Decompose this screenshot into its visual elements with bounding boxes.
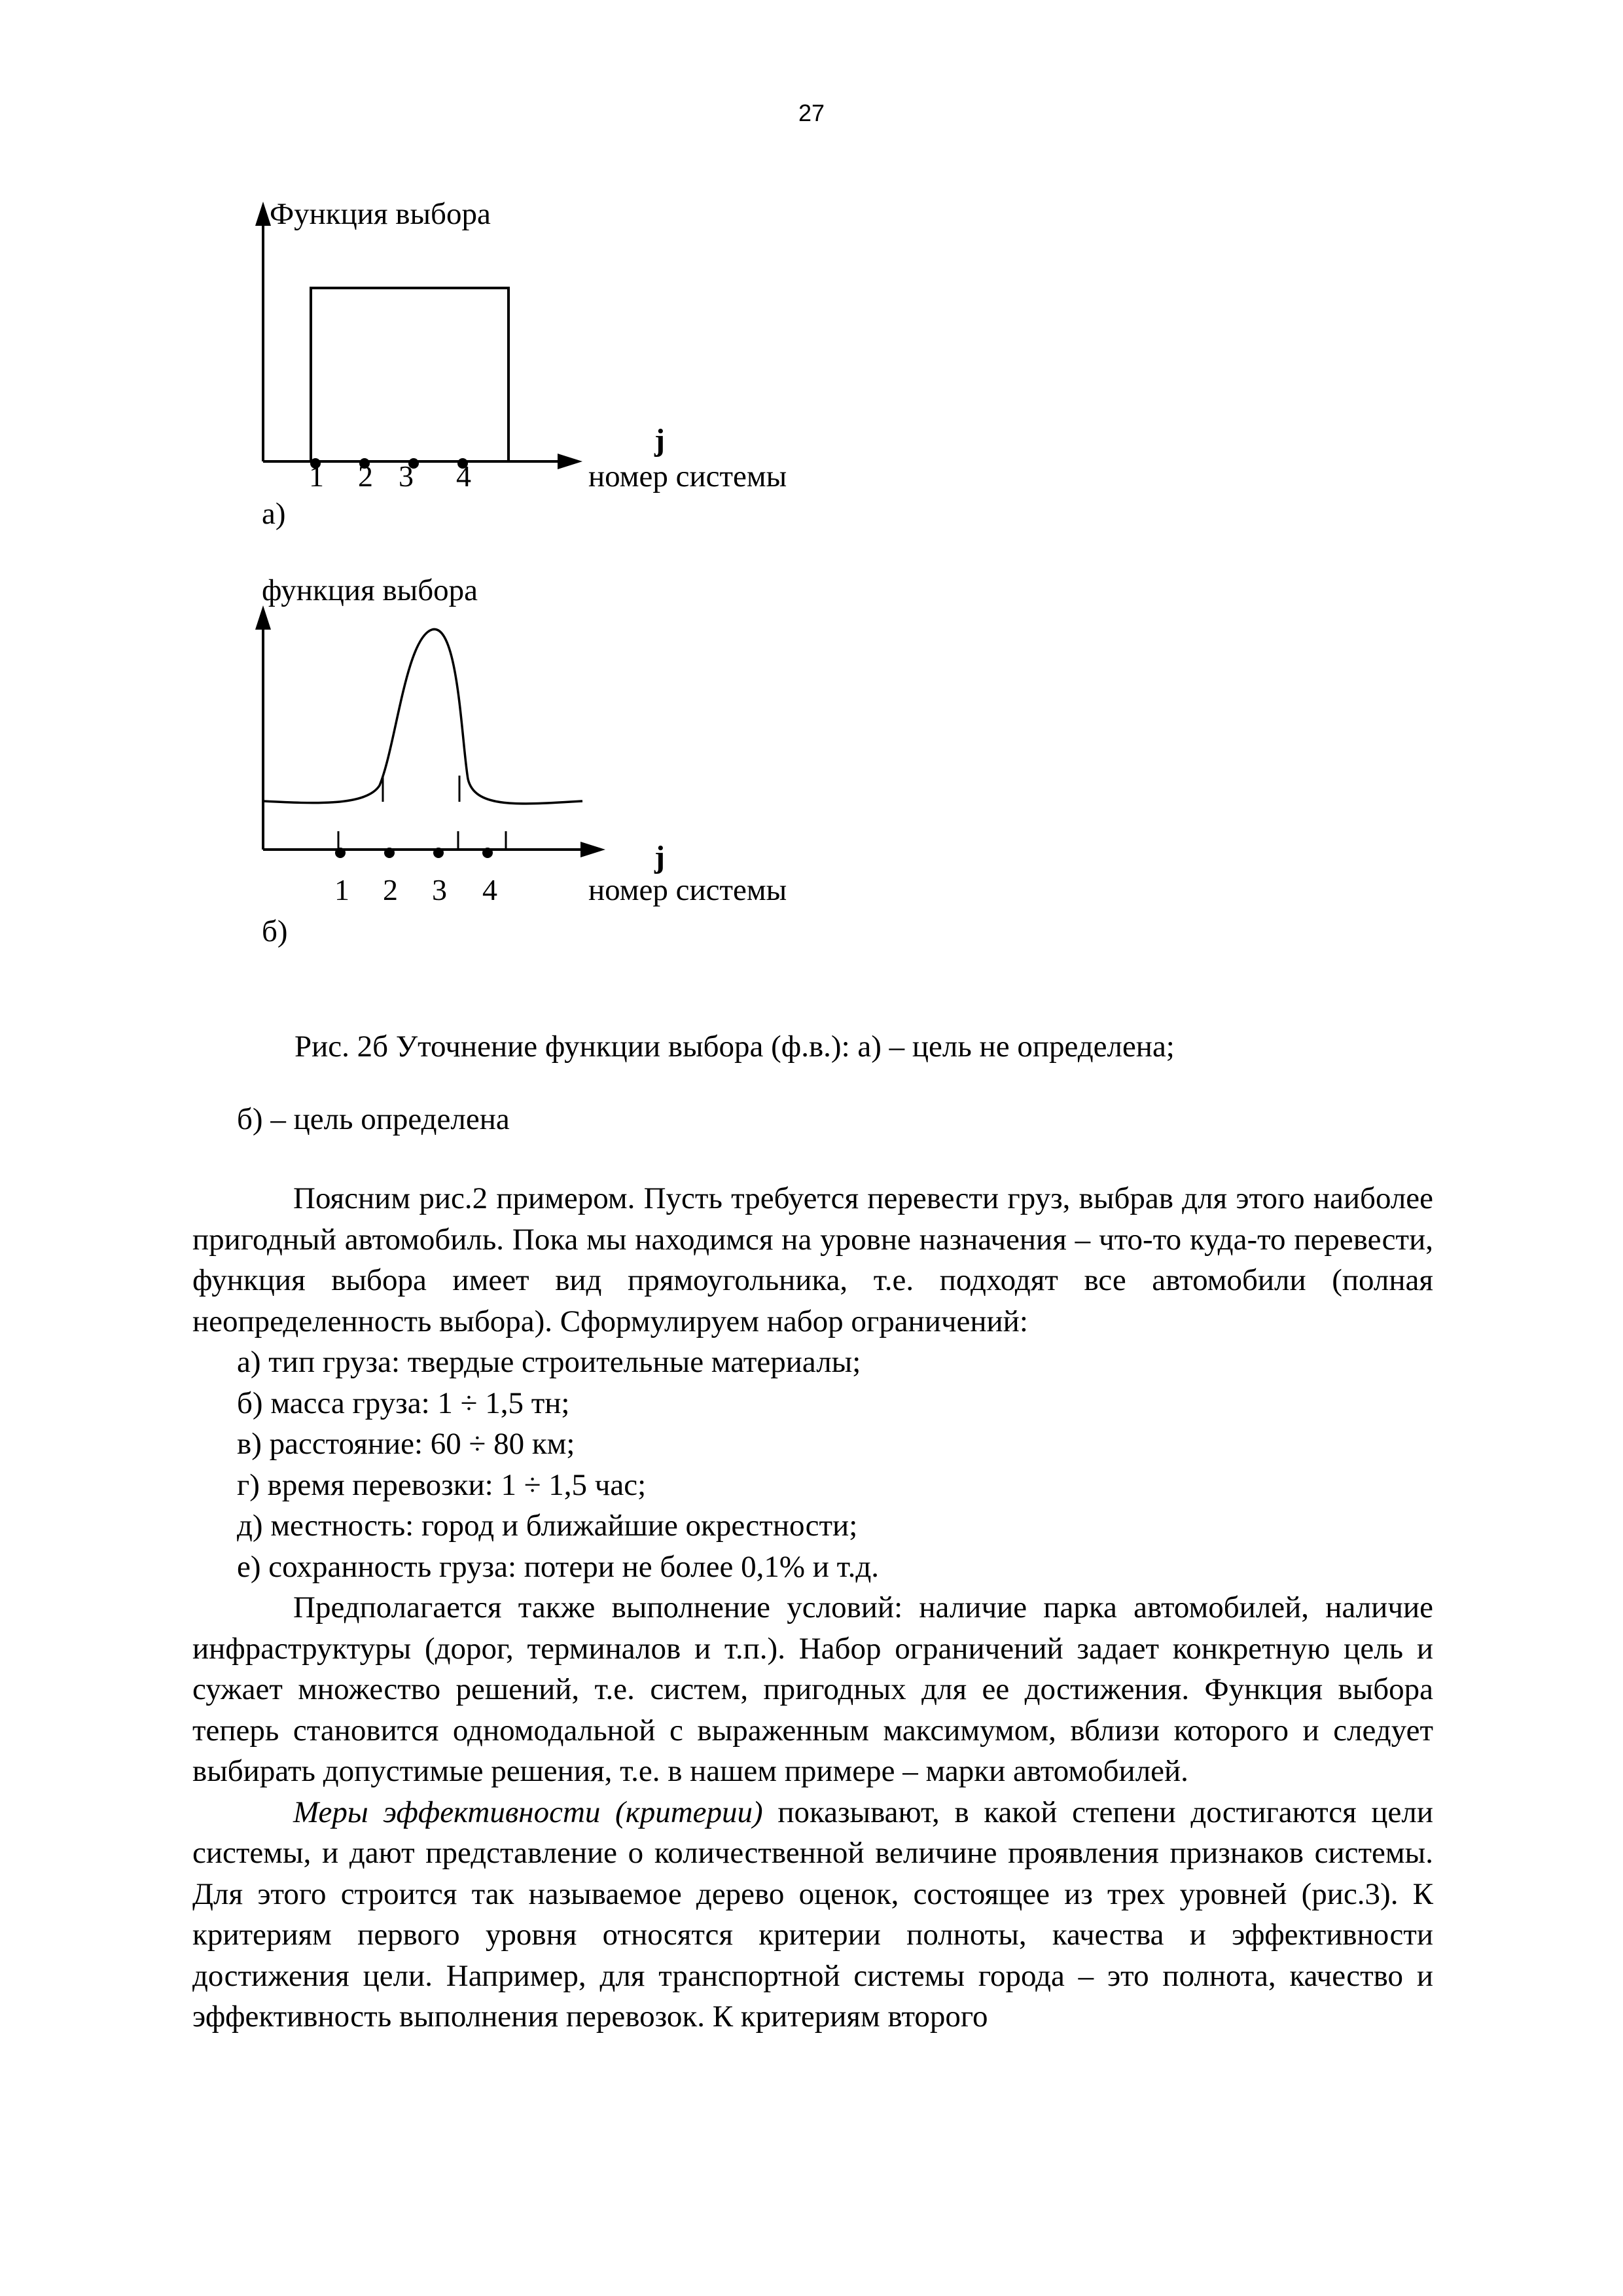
term-effectiveness-measures: Меры эффективности (критерии)	[293, 1795, 763, 1829]
fig-b-tick-2: 2	[383, 873, 398, 906]
figure-caption-line-2: б) – цель определена	[237, 1102, 510, 1136]
fig-b-x-arrow	[580, 842, 605, 857]
figure-caption-line-1: Рис. 2б Уточнение функции выбора (ф.в.): а) – цель не определена;	[294, 1030, 1175, 1064]
fig-b-y-label: функция выбора	[262, 573, 478, 607]
fig-b-tick-4: 4	[482, 873, 497, 906]
paragraph-conditions: Предполагается также выполнение условий: наличие парка автомобилей, наличие инфраструктуры (дорог, терминалов и т.п.). Набор ограничений задает конкретную цель и сужает множество решений, т.е. систем, пригодных для ее достижения. Функция выбора теперь становится одномодальной с выраженным максимумом, вблизи которого и следует выбирать допустимые решения, т.е. в нашем примере – марки автомобилей.	[192, 1590, 1433, 1788]
constraint-item-time: г) время перевозки: 1 ÷ 1,5 час;	[237, 1467, 647, 1502]
fig-b-x-label: номер системы	[588, 873, 787, 907]
fig-a-panel-label: а)	[262, 497, 286, 531]
fig-a-x-symbol: j	[654, 423, 665, 457]
fig-b-tick-3: 3	[432, 873, 447, 906]
constraint-item-safety: е) сохранность груза: потери не более 0,1% и т.д.	[237, 1549, 880, 1584]
body-text	[192, 1178, 1433, 2037]
fig-b-point-3	[433, 848, 444, 858]
fig-b-point-4	[482, 848, 493, 858]
constraint-item-distance: в) расстояние: 60 ÷ 80 км;	[237, 1427, 575, 1461]
fig-b-point-1	[335, 848, 346, 858]
constraint-item-cargo-type: а) тип груза: твердые строительные материалы;	[237, 1345, 861, 1379]
paragraph-example: Поясним рис.2 примером. Пусть требуется перевести груз, выбрав для этого наиболее пригодный автомобиль. Пока мы находимся на уровне назначения – что-то куда-то перевести, функция выбора имеет вид прямоугольника, т.е. подходят все автомобили (полная неопределенность выбора). Сформулируем набор ограничений:	[192, 1181, 1433, 1338]
fig-b-tick-1: 1	[334, 873, 349, 906]
fig-a-tick-1: 1	[309, 459, 324, 493]
constraint-item-cargo-mass: б) масса груза: 1 ÷ 1,5 тн;	[237, 1386, 570, 1420]
fig-a-y-label: Функция выбора	[270, 197, 491, 231]
fig-b-point-2	[384, 848, 395, 858]
fig-b-x-symbol: j	[654, 840, 665, 874]
fig-b-peak-curve	[263, 629, 582, 803]
page-number: 27	[798, 99, 825, 126]
fig-b-panel-label: б)	[262, 914, 288, 948]
fig-a-x-label: номер системы	[588, 459, 787, 493]
fig-b-y-arrow	[255, 605, 271, 630]
fig-a-tick-3: 3	[399, 459, 414, 493]
fig-a-tick-2: 2	[358, 459, 373, 493]
constraint-item-area: д) местность: город и ближайшие окрестности;	[237, 1509, 858, 1543]
fig-a-tick-4: 4	[456, 459, 471, 493]
figure-b	[0, 0, 1623, 982]
paragraph-criteria	[192, 1792, 1433, 2037]
paragraph-criteria-text: показывают, в какой степени достигаются цели системы, и дают представление о количественной величине проявления признаков системы. Для этого строится так называемое дерево оценок, состоящее из трех уровней (рис.3). К критериям первого уровня относятся критерии полноты, качества и эффективности достижения цели. Например, для транспортной системы города – это полнота, качество и эффективность выполнения перевозок. К критериям второго	[192, 1795, 1433, 2034]
